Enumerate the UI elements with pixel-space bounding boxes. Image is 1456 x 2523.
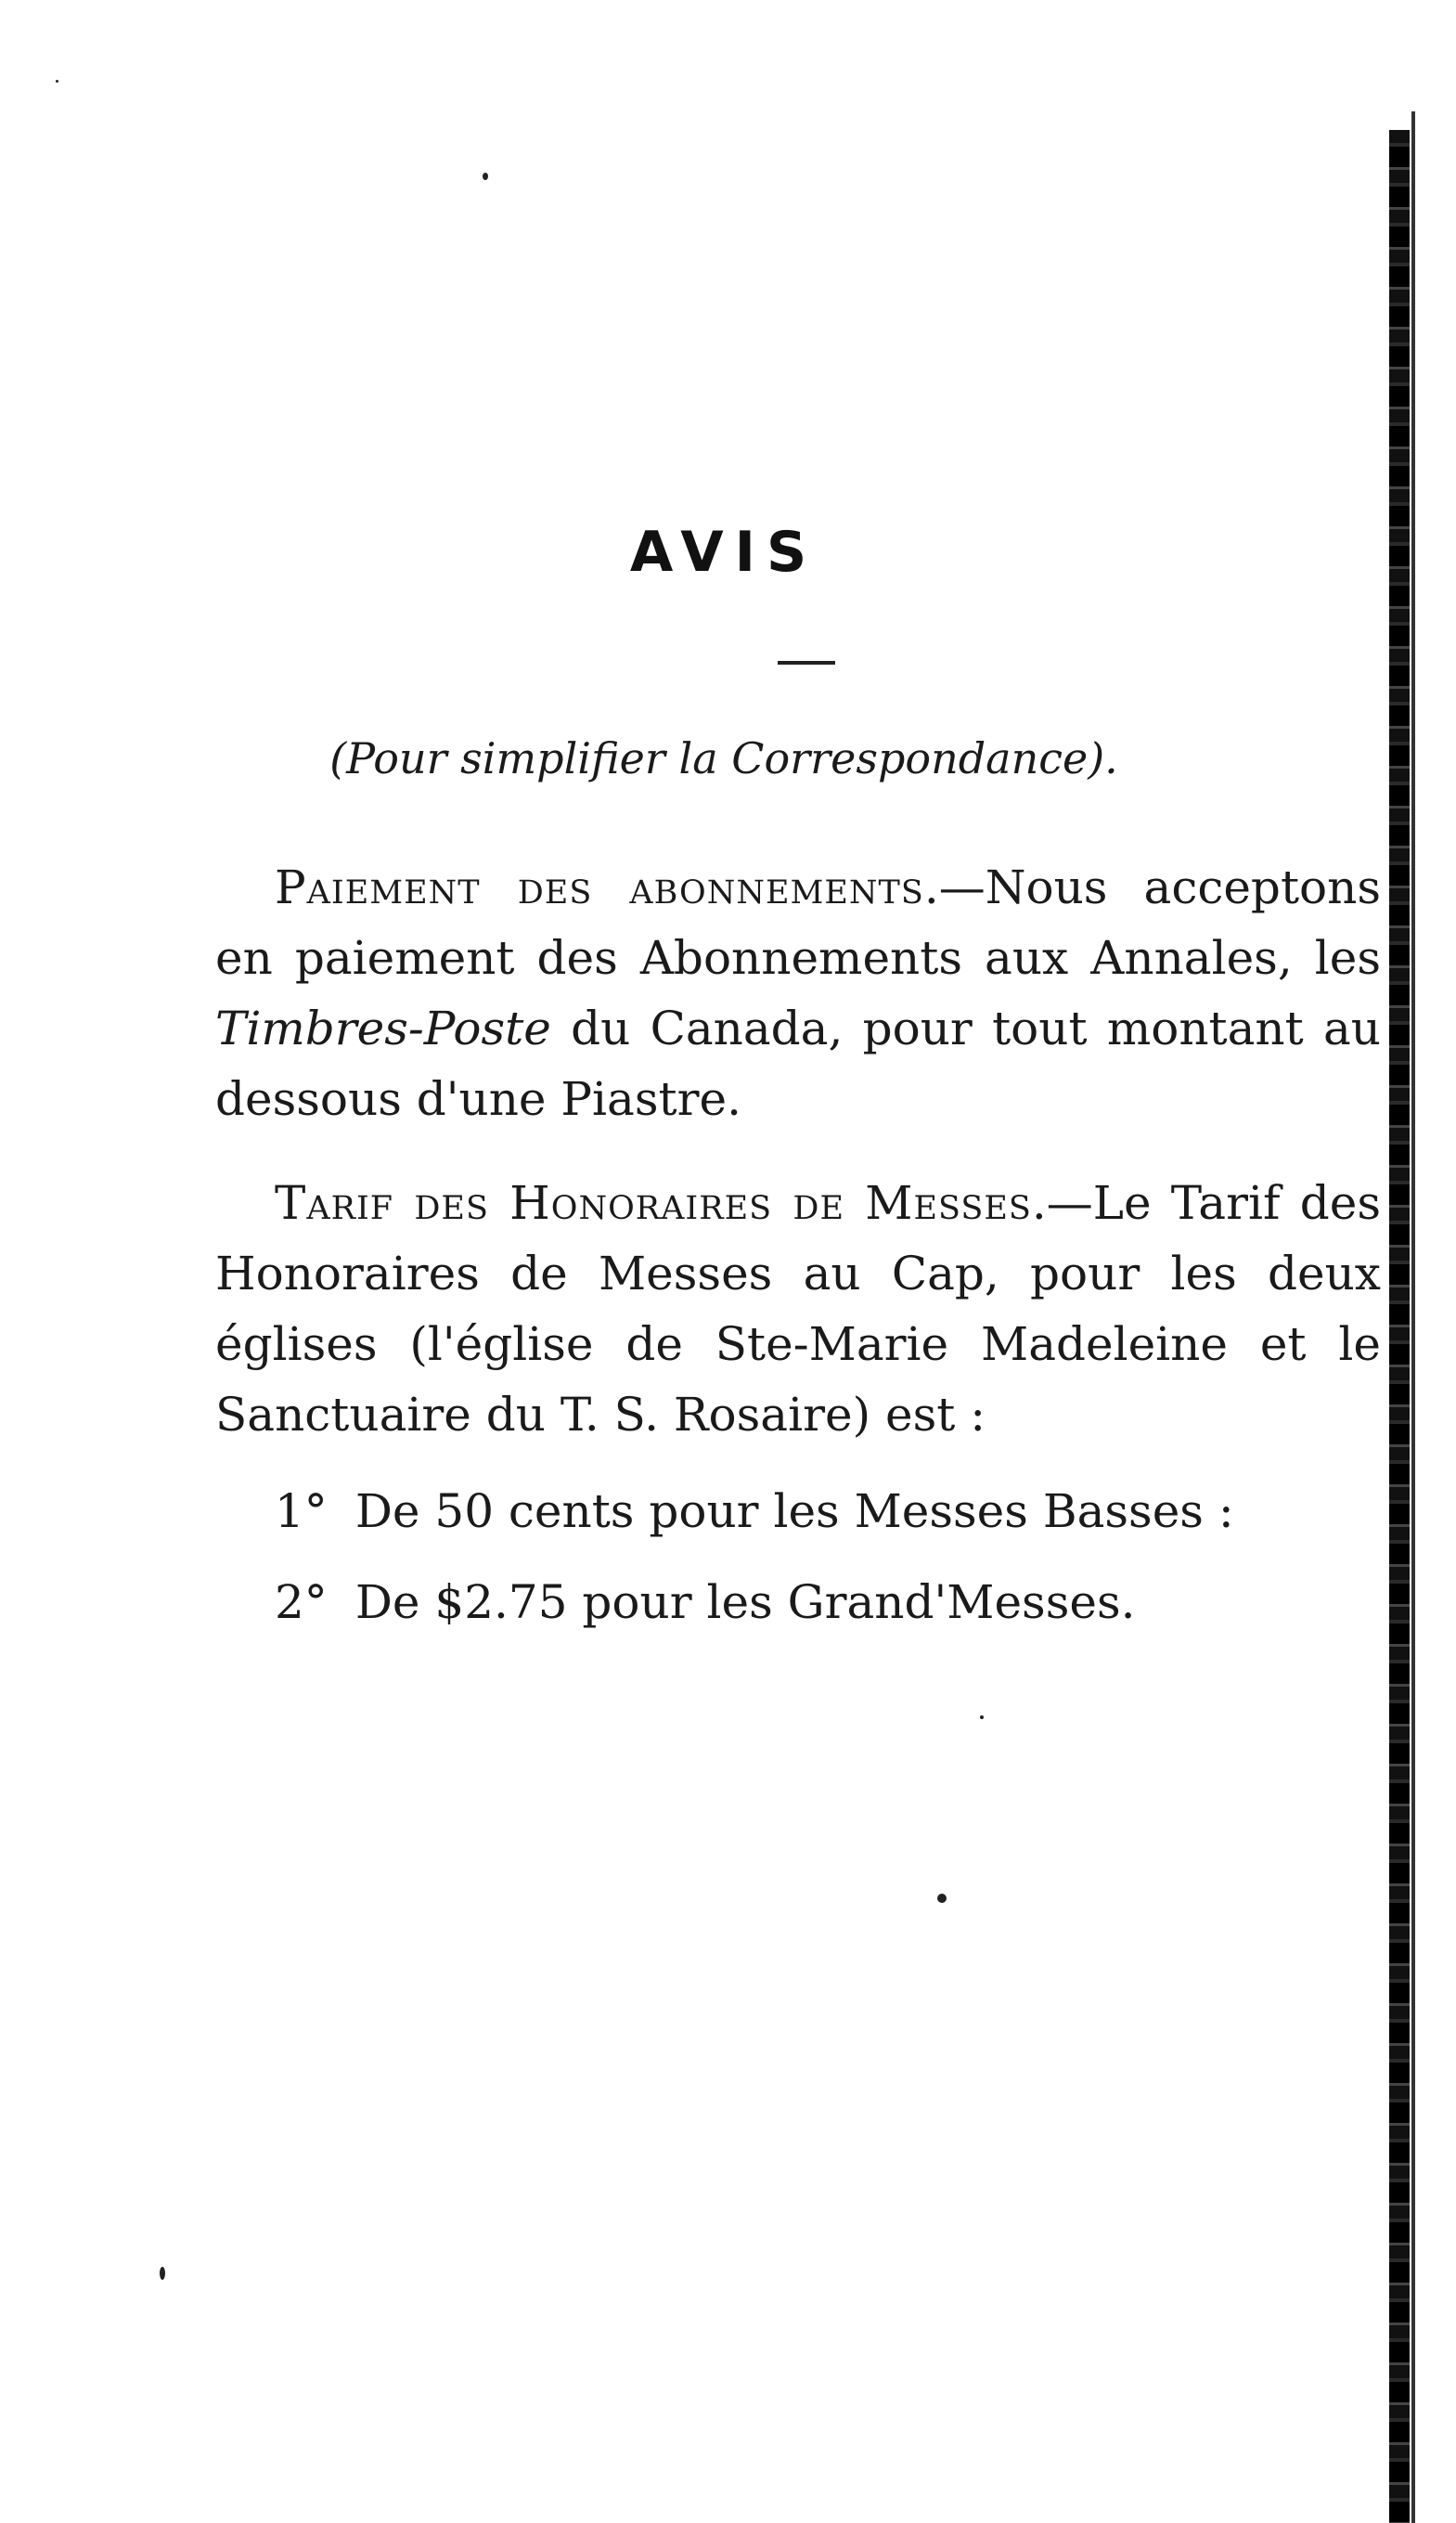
- list-item-text: De $2.75 pour les Grand'Messes.: [354, 1575, 1136, 1629]
- paragraph-abonnements: [215, 852, 1381, 1134]
- paragraph-abonnements-italic: Timbres-Poste: [215, 1002, 551, 1055]
- paragraph-abonnements-text: Nous acceptons en paiement des Abonnements aux Annales, les: [215, 860, 1381, 985]
- scan-speck: [483, 173, 488, 180]
- binding-edge: [1389, 130, 1410, 2523]
- list-item-number: 1°: [275, 1484, 328, 1538]
- title-rule: [778, 661, 835, 665]
- paragraph-abonnements-heading: Paiement des abonnements: [275, 860, 924, 914]
- paragraph-tarif-heading: Tarif des Honoraires de Messes: [275, 1176, 1032, 1230]
- paragraph-abonnements-text-end: du Canada, pour tout montant au dessous d'une Piastre.: [215, 1002, 1381, 1126]
- paragraph-tarif-dash: .—: [1031, 1176, 1093, 1230]
- list-item: [275, 1567, 1388, 1637]
- paragraph-tarif-text: Le Tarif des Honoraires de Messes au Cap, pour les deux églises (l'église de Ste-Marie Madeleine et le Sanctuaire du T. S. Rosaire) est :: [215, 1176, 1381, 1442]
- scan-speck: [937, 1894, 947, 1903]
- scan-speck: [160, 2267, 165, 2280]
- document-title: AVIS: [629, 520, 818, 585]
- list-item: [275, 1476, 1388, 1546]
- list-item-text: De 50 cents pour les Messes Basses :: [354, 1484, 1234, 1538]
- list-item-number: 2°: [275, 1575, 328, 1629]
- binding-edge-line: [1411, 111, 1415, 2523]
- scan-speck: [980, 1715, 984, 1719]
- scan-speck: [56, 80, 58, 83]
- document-subtitle: (Pour simplifier la Correspondance).: [329, 733, 1118, 783]
- paragraph-tarif: [215, 1168, 1381, 1450]
- paragraph-abonnements-dash: .—: [923, 860, 986, 914]
